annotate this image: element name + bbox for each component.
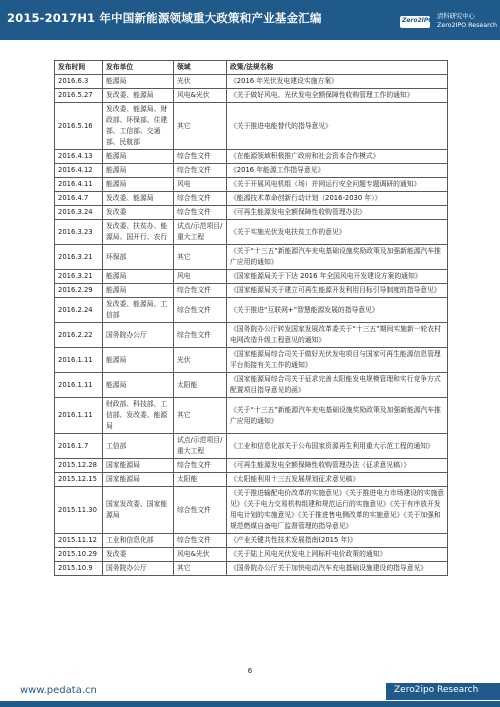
cell-policy: 《可再生能源发电全额保障性收购管理办法（征求意见稿）》 [227,459,448,473]
cell-field: 综合性文件 [174,459,227,473]
table-row [55,323,448,348]
cell-date: 2016.1.7 [55,434,103,459]
table-row [55,298,448,323]
cell-date: 2016.3.23 [55,220,103,245]
table-row [55,75,448,89]
cell-issuer: 发改委 [103,548,174,562]
table-row [55,398,448,434]
cell-field: 其它 [174,103,227,150]
cell-field: 风电&光伏 [174,548,227,562]
table-row [55,548,448,562]
table-row [55,562,448,576]
cell-field: 风电 [174,270,227,284]
page-number: 6 [247,667,253,675]
cell-issuer: 发改委 [103,206,174,220]
cell-issuer: 工业和信息化部 [103,534,174,548]
table-row [55,270,448,284]
cell-date: 2015.10.29 [55,548,103,562]
cell-policy: 《国家能源局综合司关于征求完善太阳能发电规模管理和实行竞争方式配置项目指导意见的函》 [227,373,448,398]
cell-policy: 《关于“十三五”新能源汽车充电基础设施奖励政策及加强新能源汽车推广应用的通知》 [227,398,448,434]
cell-issuer: 国务院办公厅 [103,562,174,576]
org-name [437,12,497,30]
table-row [55,534,448,548]
cell-policy: 《工业和信息化部关于公布国家资源再生利用重大示范工程的通知》 [227,434,448,459]
table-row [55,164,448,178]
cell-issuer: 财政部、科技部、工信部、发改委、能源局 [103,398,174,434]
cell-field: 综合性文件 [174,323,227,348]
cell-field: 试点/示范项目/重大工程 [174,434,227,459]
table-row [55,487,448,534]
cell-field: 其它 [174,398,227,434]
cell-date: 2016.2.29 [55,284,103,298]
cell-policy: 《关于实施光伏发电扶贫工作的意见》 [227,220,448,245]
cell-field: 综合性文件 [174,487,227,534]
cell-date: 2016.5.16 [55,103,103,150]
table-row [55,178,448,192]
cell-policy: 《国家能源局综合司关于做好光伏发电项目与国家可再生能源信息管理平台衔接有关工作的通知》 [227,348,448,373]
footer-url: www.pedata.cn [20,685,97,696]
cell-policy: 《关于做好风电、光伏发电全额保障性收购管理工作的通知》 [227,89,448,103]
cell-date: 2015.11.12 [55,534,103,548]
org-name-cn: 清科研究中心 [437,13,475,20]
cell-field: 其它 [174,245,227,270]
cell-field: 太阳能 [174,373,227,398]
cell-field: 光伏 [174,75,227,89]
zero2ipo-logo [400,16,434,28]
cell-issuer: 能源局 [103,270,174,284]
table-row [55,245,448,270]
table-row [55,473,448,487]
table-row [55,348,448,373]
cell-issuer: 能源局 [103,284,174,298]
cell-field: 综合性文件 [174,534,227,548]
cell-issuer: 能源局 [103,178,174,192]
org-name-en: Zero2IPO Research [437,22,497,29]
cell-field: 风电&光伏 [174,89,227,103]
cell-issuer: 国家能源局 [103,459,174,473]
cell-policy: 《能源技术革命创新行动计划（2016-2030 年）》 [227,192,448,206]
cell-date: 2016.4.11 [55,178,103,192]
cell-date: 2015.12.28 [55,459,103,473]
cell-date: 2016.3.21 [55,245,103,270]
logo-text: Zero2IPO [402,17,434,24]
cell-issuer: 国家能源局 [103,473,174,487]
cell-field: 光伏 [174,348,227,373]
cell-field: 综合性文件 [174,206,227,220]
cell-policy: 《太阳能利用十三五发展规划征求意见稿》 [227,473,448,487]
footer-brand: Zero2ipo Research [394,685,479,695]
cell-policy: 《产业关键共性技术发展指南(2015 年)》 [227,534,448,548]
cell-date: 2016.1.11 [55,398,103,434]
table-row [55,206,448,220]
cell-issuer: 能源局 [103,348,174,373]
cell-date: 2016.4.12 [55,164,103,178]
cell-date: 2015.10.9 [55,562,103,576]
cell-policy: 《国务院办公厅转发国家发展改革委关于“十三五”期间实施新一轮农村电网改造升级工程意见的通知》 [227,323,448,348]
cell-policy: 《可再生能源发电全额保障性收购管理办法》 [227,206,448,220]
column-header-policy: 政策/法规名称 [227,61,448,75]
cell-date: 2016.3.21 [55,270,103,284]
cell-date: 2016.4.7 [55,192,103,206]
footer-stripe [0,701,500,707]
cell-field: 综合性文件 [174,284,227,298]
cell-issuer: 工信部 [103,434,174,459]
policy-table [54,60,448,576]
table-row [55,89,448,103]
cell-policy: 《国务院办公厅关于加快电动汽车充电基础设施建设的指导意见》 [227,562,448,576]
cell-date: 2016.1.11 [55,373,103,398]
cell-date: 2016.5.27 [55,89,103,103]
policy-table-container [54,60,447,576]
cell-issuer: 能源局 [103,75,174,89]
table-row [55,103,448,150]
table-row [55,192,448,206]
cell-issuer: 能源局 [103,373,174,398]
cell-policy: 《关于推进电能替代的指导意见》 [227,103,448,150]
cell-policy: 《国家能源局关于下达 2016 年全国风电开发建设方案的通知》 [227,270,448,284]
cell-policy: 《关于陆上风电光伏发电上网标杆电价政策的通知》 [227,548,448,562]
cell-date: 2015.11.30 [55,487,103,534]
cell-policy: 《2016 年能源工作指导意见》 [227,164,448,178]
cell-policy: 《关于推进输配电价改革的实施意见》《关于推进电力市场建设的实施意见》《关于电力交易机构组建和规范运行的实施意见》《关于有序放开发用电计划的实施意见》《关于推进售电侧改革的实施意见》《关于加强和规范燃煤自备电厂监督管理的指导意见》 [227,487,448,534]
cell-issuer: 国务院办公厅 [103,323,174,348]
cell-date: 2015.12.15 [55,473,103,487]
cell-field: 风电 [174,178,227,192]
cell-field: 综合性文件 [174,298,227,323]
footer-brand-band [386,683,500,700]
cell-field: 其它 [174,562,227,576]
table-row [55,284,448,298]
cell-issuer: 国家发改委、国家能源局 [103,487,174,534]
cell-policy: 《国家能源局关于建立可再生能源开发利用目标引导制度的指导意见》 [227,284,448,298]
table-row [55,459,448,473]
column-header-date: 发布时间 [55,61,103,75]
cell-policy: 《关于“十三五”新能源汽车充电基础设施奖励政策及加强新能源汽车推广应用的通知》 [227,245,448,270]
column-header-issuer: 发布单位 [103,61,174,75]
cell-policy: 《在能源领域积极推广政府和社会资本合作模式》 [227,150,448,164]
cell-date: 2016.4.13 [55,150,103,164]
cell-issuer: 环保部 [103,245,174,270]
cell-date: 2016.3.24 [55,206,103,220]
table-row [55,220,448,245]
cell-field: 试点/示范项目/重大工程 [174,220,227,245]
column-header-field: 领域 [174,61,227,75]
table-row [55,373,448,398]
header-band [0,0,500,40]
table-row [55,150,448,164]
cell-field: 综合性文件 [174,150,227,164]
cell-issuer: 发改委、能源局、工信部 [103,298,174,323]
cell-policy: 《关于推进“互联网+”智慧能源发展的指导意见》 [227,298,448,323]
cell-policy: 《2016 年光伏发电建设实施方案》 [227,75,448,89]
cell-issuer: 发改委、扶贫办、能源局、国开行、农行 [103,220,174,245]
table-header-row [55,61,448,75]
cell-date: 2016.1.11 [55,348,103,373]
table-body [55,75,448,576]
cell-policy: 《关于开展风电机组（场）并网运行安全问题专题调研的通知》 [227,178,448,192]
cell-issuer: 能源局 [103,164,174,178]
cell-issuer: 发改委、能源局 [103,89,174,103]
table-row [55,434,448,459]
cell-field: 综合性文件 [174,192,227,206]
cell-issuer: 发改委、能源局 [103,192,174,206]
cell-field: 太阳能 [174,473,227,487]
report-title: 2015-2017H1 年中国新能源领域重大政策和产业基金汇编 [7,11,322,25]
cell-issuer: 发改委、能源局、财政部、环保部、住建部、工信部、交通部、民航部 [103,103,174,150]
cell-date: 2016.2.24 [55,298,103,323]
cell-field: 综合性文件 [174,164,227,178]
cell-date: 2016.6.3 [55,75,103,89]
cell-issuer: 能源局 [103,150,174,164]
cell-date: 2016.2.22 [55,323,103,348]
